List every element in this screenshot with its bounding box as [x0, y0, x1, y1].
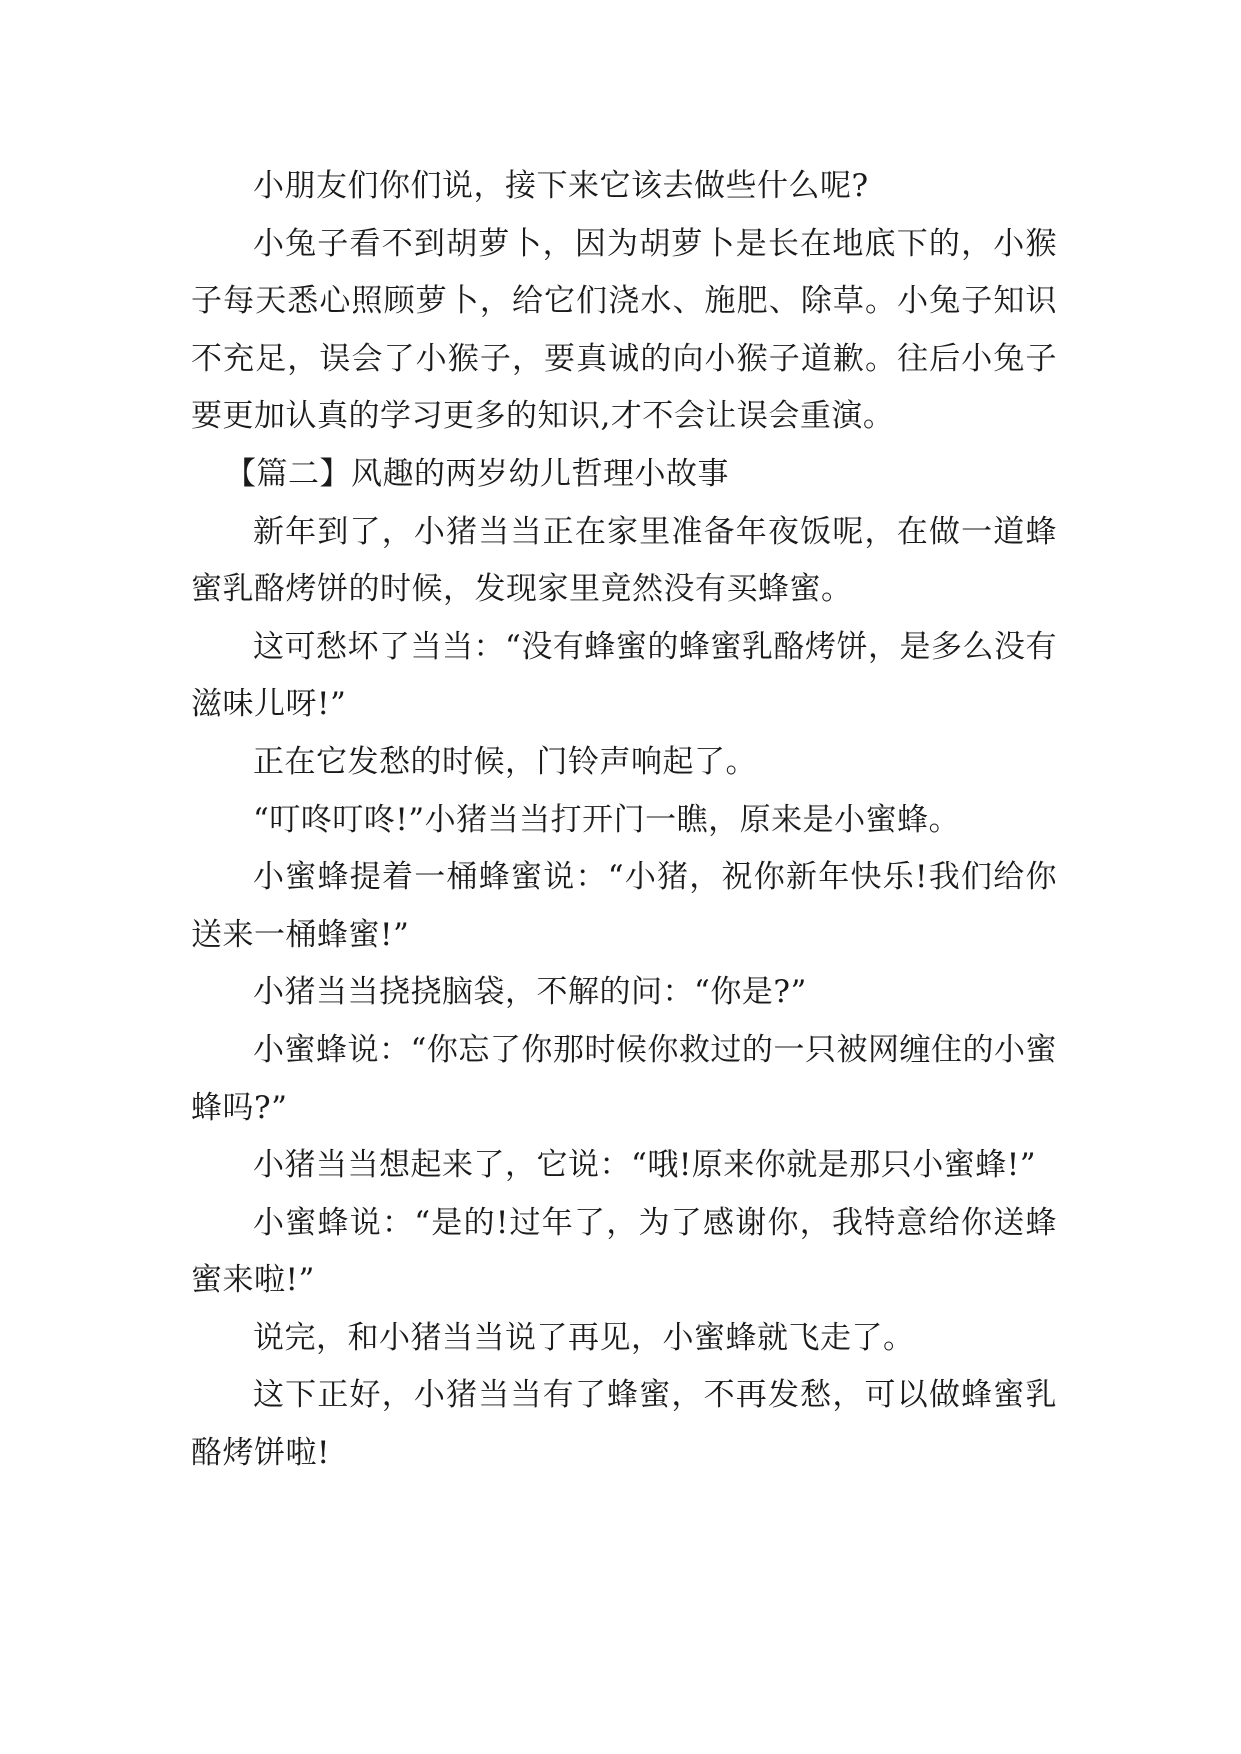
paragraph-pig-asks: 小猪当当挠挠脑袋，不解的问：“你是?” [253, 974, 807, 1011]
paragraph-ending: 这下正好，小猪当当有了蜂蜜，不再发愁，可以做蜂蜜乳酪烤饼啦! [191, 1377, 1057, 1472]
paragraph-worried: 这可愁坏了当当：“没有蜂蜜的蜂蜜乳酪烤饼，是多么没有滋味儿呀!” [191, 628, 1057, 723]
paragraph-ding-dong: “叮咚叮咚!”小猪当当打开门一瞧，原来是小蜜蜂。 [253, 801, 961, 838]
paragraph-pig-remembers: 小猪当当想起来了，它说：“哦!原来你就是那只小蜜蜂!” [253, 1147, 1037, 1184]
paragraph-bee-reminds: 小蜜蜂说：“你忘了你那时候你救过的一只被网缠住的小蜜蜂吗?” [191, 1031, 1057, 1126]
paragraph-bee-gift: 小蜜蜂提着一桶蜂蜜说：“小猪，祝你新年快乐!我们给你送来一桶蜂蜜!” [191, 859, 1057, 953]
paragraph-bee-thanks: 小蜜蜂说：“是的!过年了，为了感谢你，我特意给你送蜂蜜来啦!” [191, 1204, 1057, 1299]
paragraph-question: 小朋友们你们说，接下来它该去做些什么呢? [253, 168, 869, 204]
paragraph-new-year: 新年到了，小猪当当正在家里准备年夜饭呢，在做一道蜂蜜乳酪烤饼的时候，发现家里竟然没有买蜂蜜。 [191, 513, 1057, 608]
paragraph-story-one-moral: 小兔子看不到胡萝卜，因为胡萝卜是长在地底下的，小猴子每天悉心照顾萝卜，给它们浇水、施肥、除草。小兔子知识不充足，误会了小猴子，要真诚的向小猴子道歉。往后小兔子要更加认真的学习更多的知识,才不会让误会重演。 [191, 225, 1057, 435]
paragraph-bee-leaves: 说完，和小猪当当说了再见，小蜜蜂就飞走了。 [253, 1319, 915, 1356]
section-heading-part-two: 【篇二】风趣的两岁幼儿哲理小故事 [225, 455, 729, 492]
paragraph-doorbell: 正在它发愁的时候，门铃声响起了。 [253, 743, 757, 780]
story-text [191, 158, 1057, 1483]
